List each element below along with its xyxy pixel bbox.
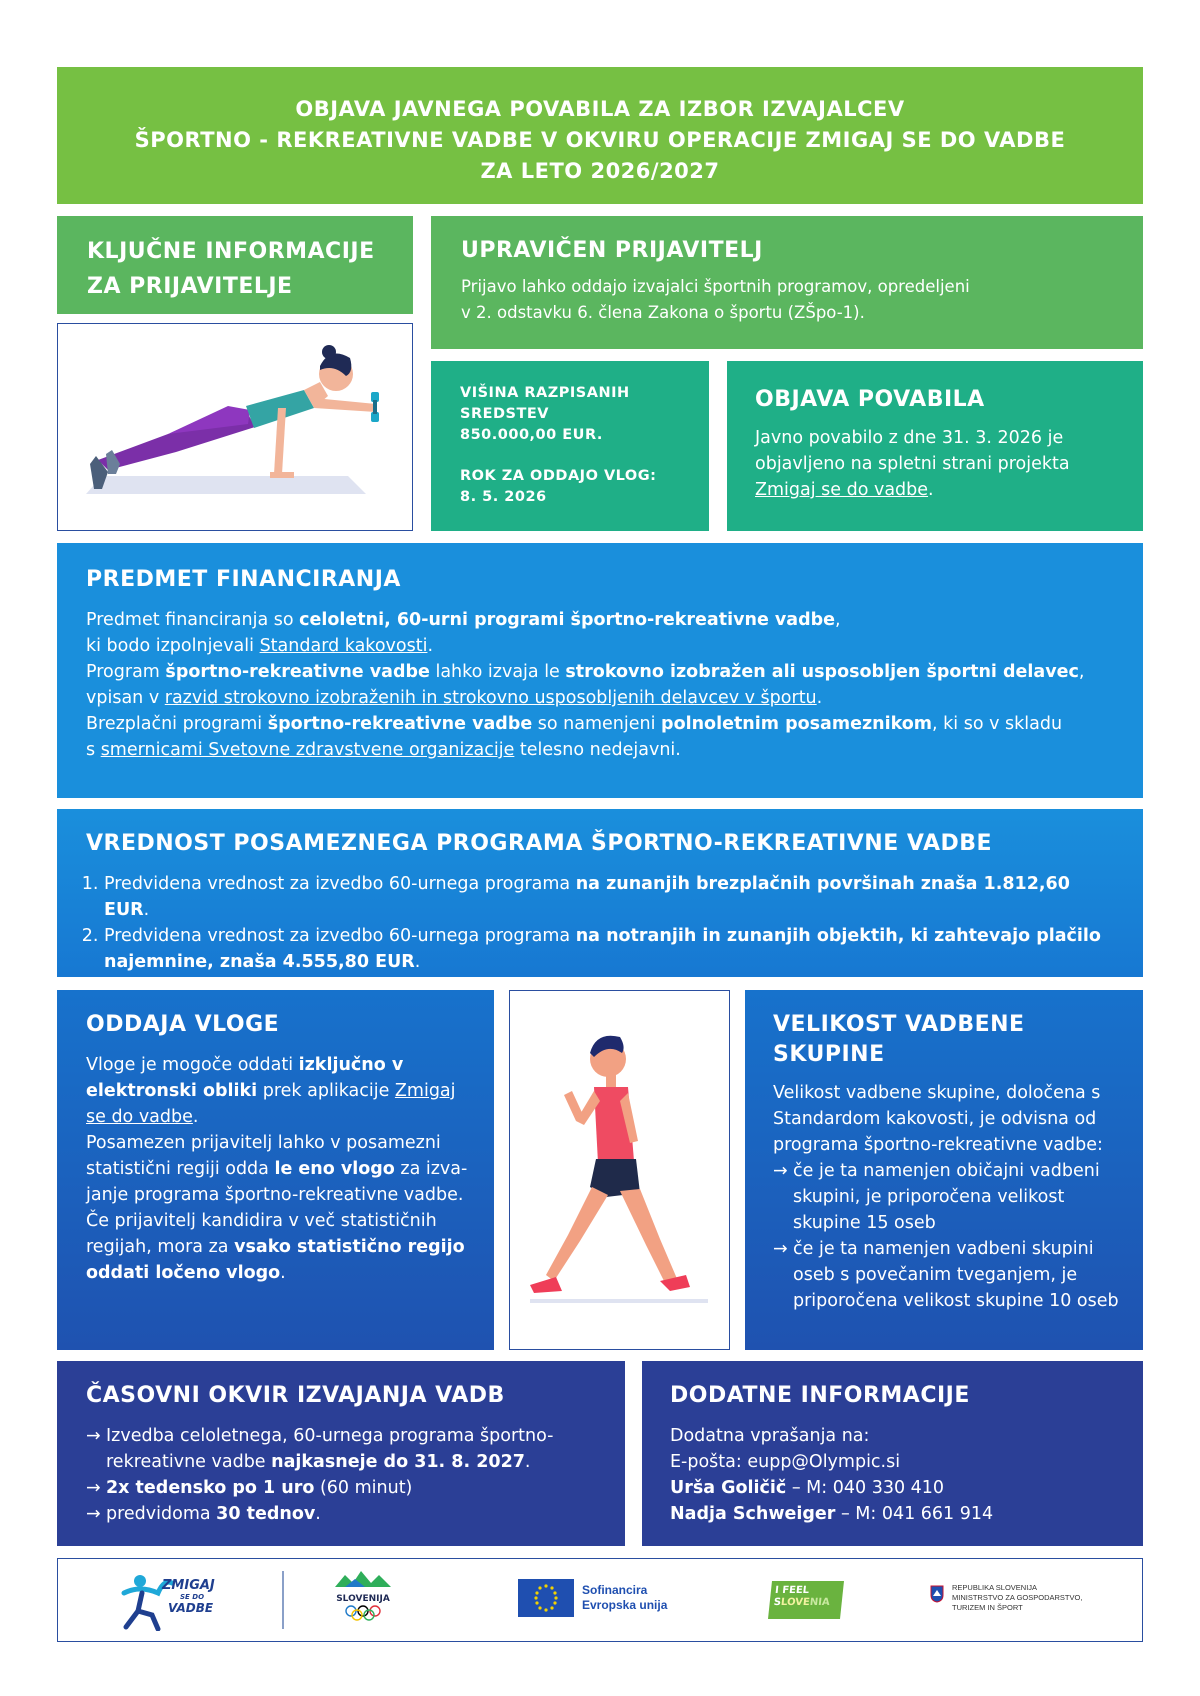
- key-info-line-2: ZA PRIJAVITELJE: [87, 274, 293, 299]
- group-size-box: [745, 990, 1143, 1350]
- contact-person-2: Nadja Schweiger – M: 041 661 914: [670, 1504, 994, 1524]
- eu-line-1: Sofinancira: [582, 1583, 648, 1597]
- publication-title: OBJAVA POVABILA: [755, 387, 985, 412]
- submission-box: [57, 990, 494, 1350]
- header-line-3: ZA LETO 2026/2027: [480, 159, 720, 183]
- project-website-link[interactable]: Zmigaj se do vadbe: [755, 480, 929, 500]
- subject-line-1: Predmet financiranja so celoletni, 60-urni programi športno-rekreativne vadbe,: [86, 610, 841, 630]
- zmigaj-word-1: ZMIGAJ: [162, 1578, 215, 1593]
- timeframe-item-1: → Izvedba celoletnega, 60-urnega programa športno-rekreativne vadbe najkasneje do 31. 8. 2027.: [86, 1423, 585, 1475]
- i-feel-slovenia-logo: [768, 1581, 844, 1619]
- publication-dot: .: [928, 480, 934, 500]
- plank-illustration: [57, 323, 413, 531]
- group-size-intro: Velikost vadbene skupine, določena s Standardom kakovosti, je odvisna od programa športno-rekreativne vadbe:: [773, 1083, 1103, 1155]
- zmigaj-word-2: SE DO: [180, 1593, 205, 1601]
- key-info-box: [57, 216, 413, 314]
- group-size-title: VELIKOST VADBENE SKUPINE: [773, 1012, 1025, 1067]
- quality-standard-link[interactable]: Standard kakovosti: [259, 636, 428, 656]
- publication-line-2: objavljeno na spletni strani projekta: [755, 454, 1070, 474]
- subject-title: PREDMET FINANCIRANJA: [86, 567, 401, 592]
- olympic-slovenija-text: SLOVENIJA: [336, 1594, 390, 1604]
- eligible-applicant-title: UPRAVIČEN PRIJAVITELJ: [461, 238, 763, 263]
- man-lunge-icon: [510, 991, 728, 1348]
- eu-cofinanced-logo: [518, 1579, 688, 1621]
- funding-label-1: VIŠINA RAZPISANIH: [460, 385, 630, 401]
- subject-box: [57, 543, 1143, 798]
- ministry-line-3: TURIZEM IN ŠPORT: [952, 1603, 1023, 1612]
- ministry-line-2: MINISTRSTVO ZA GOSPODARSTVO,: [952, 1593, 1083, 1602]
- eu-flag-icon: [518, 1579, 574, 1617]
- zmigaj-word-3: VADBE: [168, 1601, 214, 1615]
- publication-box: [727, 361, 1143, 531]
- header-line-2: ŠPORTNO - REKREATIVNE VADBE V OKVIRU OPERACIJE ZMIGAJ SE DO VADBE: [134, 128, 1066, 152]
- contact-box: [642, 1361, 1143, 1546]
- subject-line-6: s smernicami Svetovne zdravstvene organizacije telesno nedejavni.: [86, 740, 681, 760]
- header-banner: [57, 67, 1143, 204]
- runner-illustration: [509, 990, 730, 1350]
- contact-title: DODATNE INFORMACIJE: [670, 1383, 970, 1408]
- olympic-rings-icon: [343, 1605, 383, 1621]
- deadline-date: 8. 5. 2026: [460, 489, 547, 505]
- program-value-item-1: 1. Predvidena vrednost za izvedbo 60-urnega programa na zunanjih brezplačnih površinah znaša 1.812,60 EUR.: [104, 871, 1103, 923]
- eu-line-2: Evropska unija: [582, 1598, 668, 1612]
- group-size-list: [773, 1158, 1131, 1314]
- i-feel-line-2: SLOVENIA: [773, 1597, 831, 1608]
- eligible-applicant-box: [431, 216, 1143, 349]
- timeframe-item-3: → predvidoma 30 tednov.: [86, 1501, 585, 1527]
- subject-line-3: Program športno-rekreativne vadbe lahko izvaja le strokovno izobražen ali usposobljen športni delavec,: [86, 662, 1085, 682]
- zmigaj-app-link[interactable]: Zmigaj se do vadbe: [86, 1081, 456, 1127]
- ministry-line-1: REPUBLIKA SLOVENIJA: [952, 1583, 1038, 1592]
- submission-title: ODDAJA VLOGE: [86, 1012, 280, 1037]
- publication-line-1: Javno povabilo z dne 31. 3. 2026 je: [755, 428, 1064, 448]
- slovenia-coat-of-arms-icon: [930, 1585, 944, 1603]
- program-value-title: VREDNOST POSAMEZNEGA PROGRAMA ŠPORTNO-REKREATIVNE VADBE: [86, 831, 993, 856]
- funding-label-2: SREDSTEV: [460, 406, 550, 422]
- submission-para-3: Če prijavitelj kandidira v več statističnih regijah, mora za vsako statistično regijo oddati ločeno vlogo.: [86, 1211, 465, 1283]
- group-size-item-2: → če je ta namenjen vadbeni skupini oseb s povečanim tveganjem, je priporočena velikost skupine 10 oseb: [773, 1236, 1131, 1314]
- submission-para-2: Posamezen prijavitelj lahko v posamezni statistični regiji odda le eno vlogo za izva-janje programa športno-rekreativne vadbe.: [86, 1133, 468, 1205]
- subject-line-4: vpisan v razvid strokovno izobraženih in strokovno usposobljenih delavcev v športu.: [86, 688, 823, 708]
- contact-person-1: Urša Goličič – M: 040 330 410: [670, 1478, 945, 1498]
- funding-box: [431, 361, 709, 531]
- timeframe-list: [86, 1423, 585, 1527]
- deadline-label: ROK ZA ODDAJO VLOG:: [460, 468, 657, 484]
- i-feel-line-1: I FEEL: [774, 1585, 810, 1596]
- key-info-line-1: KLJUČNE INFORMACIJE: [87, 239, 375, 264]
- timeframe-box: [57, 1361, 625, 1546]
- footer-divider: [282, 1571, 284, 1629]
- program-value-box: [57, 809, 1143, 977]
- registry-link[interactable]: razvid strokovno izobraženih in strokovno usposobljenih delavcev v športu: [164, 688, 817, 708]
- program-value-item-2: 2. Predvidena vrednost za izvedbo 60-urnega programa na notranjih in zunanjih objektih, ki zahtevajo plačilo najemnine, znaša 4.555,80 EUR.: [104, 923, 1103, 975]
- eligible-applicant-line-1: Prijavo lahko oddajo izvajalci športnih programov, opredeljeni: [461, 277, 970, 296]
- footer-logos: [57, 1558, 1143, 1642]
- woman-plank-icon: [58, 324, 411, 529]
- contact-email[interactable]: E-pošta: eupp@Olympic.si: [670, 1452, 901, 1472]
- eligible-applicant-line-2: v 2. odstavku 6. člena Zakona o športu (ZŠpo-1).: [461, 303, 865, 322]
- mountain-icon: [335, 1569, 391, 1589]
- olympic-slovenija-logo: [328, 1569, 398, 1633]
- program-value-list: [86, 871, 1103, 975]
- ministry-logo: [930, 1583, 1130, 1623]
- funding-amount: 850.000,00 EUR.: [460, 427, 603, 443]
- subject-line-2: ki bodo izpolnjevali Standard kakovosti.: [86, 636, 434, 656]
- contact-intro: Dodatna vprašanja na:: [670, 1426, 870, 1446]
- header-line-1: OBJAVA JAVNEGA POVABILA ZA IZBOR IZVAJALCEV: [295, 97, 905, 121]
- timeframe-item-2: → 2x tedensko po 1 uro (60 minut): [86, 1475, 585, 1501]
- zmigaj-logo: [118, 1571, 258, 1631]
- who-guidelines-link[interactable]: smernicami Svetovne zdravstvene organizacije: [100, 740, 515, 760]
- timeframe-title: ČASOVNI OKVIR IZVAJANJA VADB: [86, 1383, 505, 1408]
- submission-para-1: Vloge je mogoče oddati izključno v elektronski obliki prek aplikacije Zmigaj se do vadbe.: [86, 1055, 456, 1127]
- group-size-item-1: → če je ta namenjen običajni vadbeni skupini, je priporočena velikost skupine 15 oseb: [773, 1158, 1131, 1236]
- subject-line-5: Brezplačni programi športno-rekreativne vadbe so namenjeni polnoletnim posameznikom, ki so v skladu: [86, 714, 1063, 734]
